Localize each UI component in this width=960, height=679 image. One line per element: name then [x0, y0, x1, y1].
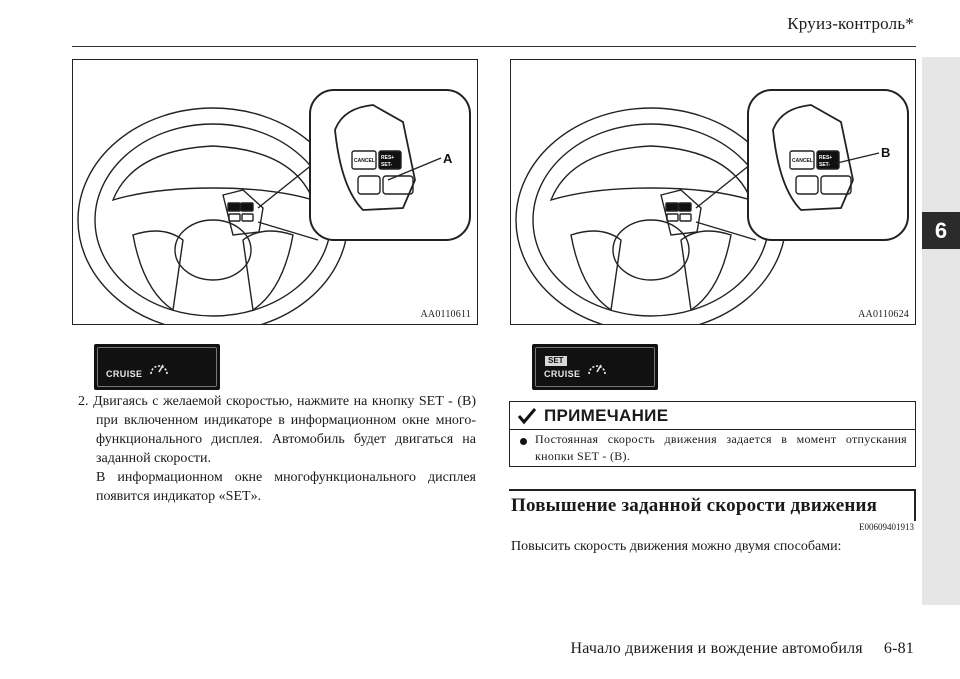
- section-code: E00609401913: [859, 522, 914, 532]
- cancel-button-label: CANCEL: [792, 158, 813, 164]
- bullet-icon: [520, 438, 527, 445]
- chapter-side-tab: [922, 57, 960, 605]
- cancel-button-label: CANCEL: [354, 158, 375, 164]
- note-header: [510, 402, 915, 430]
- note-check-icon: [517, 407, 537, 425]
- steering-wheel-illustration: [511, 60, 915, 324]
- note-text: Постоянная скорость движения задается в момент отпускания кнопки SET - (B).: [535, 432, 907, 463]
- speedometer-icon: [586, 358, 608, 378]
- header-divider: [72, 46, 916, 47]
- note-box: [509, 401, 916, 467]
- cruise-indicator-display: [94, 344, 220, 390]
- speedometer-icon: [148, 358, 170, 378]
- figure-code: AA0110624: [858, 309, 909, 320]
- steering-wheel-illustration: [73, 60, 477, 324]
- section-body-text: Повысить скорость движения можно двумя способами:: [511, 539, 842, 554]
- page-header-title: Круиз-контроль*: [787, 14, 914, 33]
- cruise-set-indicator-display: [532, 344, 658, 390]
- figure-code: AA0110611: [420, 309, 471, 320]
- section-title: Повышение заданной скорости движения: [511, 495, 878, 516]
- set-button-label: SET-: [819, 162, 831, 168]
- cruise-indicator-label: CRUISE: [544, 369, 581, 379]
- set-button-label: SET-: [381, 162, 393, 168]
- step-2-result: В информационном окне многофункционального дисплея появится индикатор «SET».: [96, 470, 476, 504]
- page-footer: Начало движения и вождение автомобиля 6-81: [570, 640, 914, 657]
- cruise-indicator-label: CRUISE: [106, 369, 143, 379]
- res-button-label: RES+: [819, 155, 833, 161]
- steering-wheel-figure-a: [72, 59, 478, 325]
- step-2-instruction: 2. Двигаясь с желаемой скоростью, нажмите на кнопку SET - (B) при включенном индикаторе в информационном окне много-функционального дисплея. Автомобиль будет двигаться на заданной скорости.: [78, 394, 476, 466]
- res-button-label: RES+: [381, 155, 395, 161]
- section-heading-frame: [509, 489, 916, 521]
- steering-wheel-figure-b: [510, 59, 916, 325]
- chapter-number-badge: 6: [922, 212, 960, 249]
- set-indicator-label: SET: [545, 356, 567, 366]
- callout-label-a: A: [443, 151, 453, 166]
- note-title: ПРИМЕЧАНИЕ: [544, 406, 669, 425]
- callout-label-b: B: [881, 145, 891, 160]
